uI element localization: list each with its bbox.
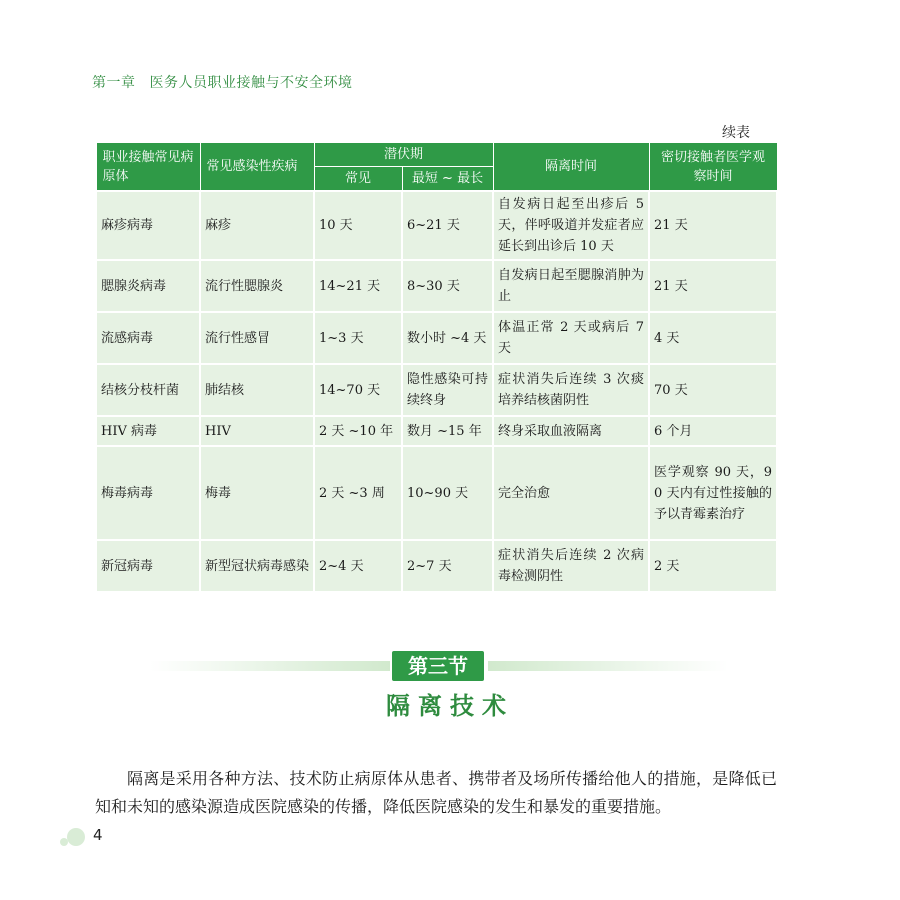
header-disease: 常见感染性疾病 xyxy=(200,143,314,192)
cell-pathogen: 流感病毒 xyxy=(96,312,200,364)
table-row xyxy=(96,364,777,416)
cell-observation: 6 个月 xyxy=(649,416,777,446)
cell-isolation: 体温正常 2 天或病后 7 天 xyxy=(493,312,649,364)
cell-observation: 21 天 xyxy=(649,260,777,312)
cell-disease: 麻疹 xyxy=(200,191,314,260)
cell-observation: 4 天 xyxy=(649,312,777,364)
cell-incubation-range: 8~30 天 xyxy=(402,260,493,312)
cell-isolation: 自发病日起至出疹后 5 天，伴呼吸道并发症者应延长到出诊后 10 天 xyxy=(493,191,649,260)
cell-incubation-common: 1~3 天 xyxy=(314,312,402,364)
cell-incubation-range: 2~7 天 xyxy=(402,540,493,592)
cell-observation: 2 天 xyxy=(649,540,777,592)
table-row xyxy=(96,416,777,446)
body-paragraph: 隔离是采用各种方法、技术防止病原体从患者、携带者及场所传播给他人的措施，是降低已知和未知的感染源造成医院感染的传播，降低医院感染的发生和暴发的重要措施。 xyxy=(95,769,777,816)
cell-disease: HIV xyxy=(200,416,314,446)
cell-incubation-range: 6~21 天 xyxy=(402,191,493,260)
chapter-number: 第一章 xyxy=(92,75,136,91)
section-title: 隔离技术 xyxy=(386,692,514,720)
chapter-header xyxy=(92,72,353,92)
incubation-isolation-table xyxy=(95,142,778,593)
page-number: 4 xyxy=(93,826,103,844)
cell-disease: 梅毒 xyxy=(200,446,314,540)
cell-isolation: 完全治愈 xyxy=(493,446,649,540)
cell-isolation: 终身采取血液隔离 xyxy=(493,416,649,446)
cell-observation: 70 天 xyxy=(649,364,777,416)
chapter-title: 医务人员职业接触与不安全环境 xyxy=(149,75,353,91)
cell-disease: 流行性腮腺炎 xyxy=(200,260,314,312)
cell-incubation-range: 数小时 ~4 天 xyxy=(402,312,493,364)
cell-incubation-common: 10 天 xyxy=(314,191,402,260)
cell-pathogen: 梅毒病毒 xyxy=(96,446,200,540)
cell-disease: 流行性感冒 xyxy=(200,312,314,364)
cell-pathogen: 新冠病毒 xyxy=(96,540,200,592)
header-isolation: 隔离时间 xyxy=(493,143,649,192)
cell-incubation-range: 隐性感染可持续终身 xyxy=(402,364,493,416)
cell-pathogen: 麻疹病毒 xyxy=(96,191,200,260)
cell-incubation-common: 2 天 ~10 年 xyxy=(314,416,402,446)
cell-isolation: 症状消失后连续 2 次病毒检测阴性 xyxy=(493,540,649,592)
cell-incubation-common: 14~21 天 xyxy=(314,260,402,312)
table-row xyxy=(96,312,777,364)
cell-pathogen: HIV 病毒 xyxy=(96,416,200,446)
cell-isolation: 自发病日起至腮腺消肿为止 xyxy=(493,260,649,312)
cell-observation: 医学观察 90 天，90 天内有过性接触的予以青霉素治疗 xyxy=(649,446,777,540)
cell-disease: 新型冠状病毒感染 xyxy=(200,540,314,592)
cell-disease: 肺结核 xyxy=(200,364,314,416)
section-heading xyxy=(0,646,900,726)
cell-pathogen: 结核分枝杆菌 xyxy=(96,364,200,416)
section-decor-bar-left xyxy=(150,661,390,671)
cell-incubation-common: 14~70 天 xyxy=(314,364,402,416)
cell-incubation-common: 2~4 天 xyxy=(314,540,402,592)
header-incubation-range: 最短 ~ 最长 xyxy=(402,167,493,192)
cell-pathogen: 腮腺炎病毒 xyxy=(96,260,200,312)
table-row xyxy=(96,191,777,260)
header-observation: 密切接触者医学观察时间 xyxy=(649,143,777,192)
cell-incubation-range: 10~90 天 xyxy=(402,446,493,540)
cell-isolation: 症状消失后连续 3 次痰培养结核菌阴性 xyxy=(493,364,649,416)
section-number-badge: 第三节 xyxy=(392,651,484,681)
cell-observation: 21 天 xyxy=(649,191,777,260)
cell-incubation-common: 2 天 ~3 周 xyxy=(314,446,402,540)
table-continued-label: 续表 xyxy=(722,125,750,141)
decor-dot-large xyxy=(67,828,85,846)
table-row xyxy=(96,446,777,540)
table-row xyxy=(96,540,777,592)
header-incubation-common: 常见 xyxy=(314,167,402,192)
section-decor-bar-right xyxy=(488,661,728,671)
cell-incubation-range: 数月 ~15 年 xyxy=(402,416,493,446)
header-pathogen: 职业接触常见病原体 xyxy=(96,143,200,192)
table-row xyxy=(96,260,777,312)
header-incubation: 潜伏期 xyxy=(314,143,493,167)
